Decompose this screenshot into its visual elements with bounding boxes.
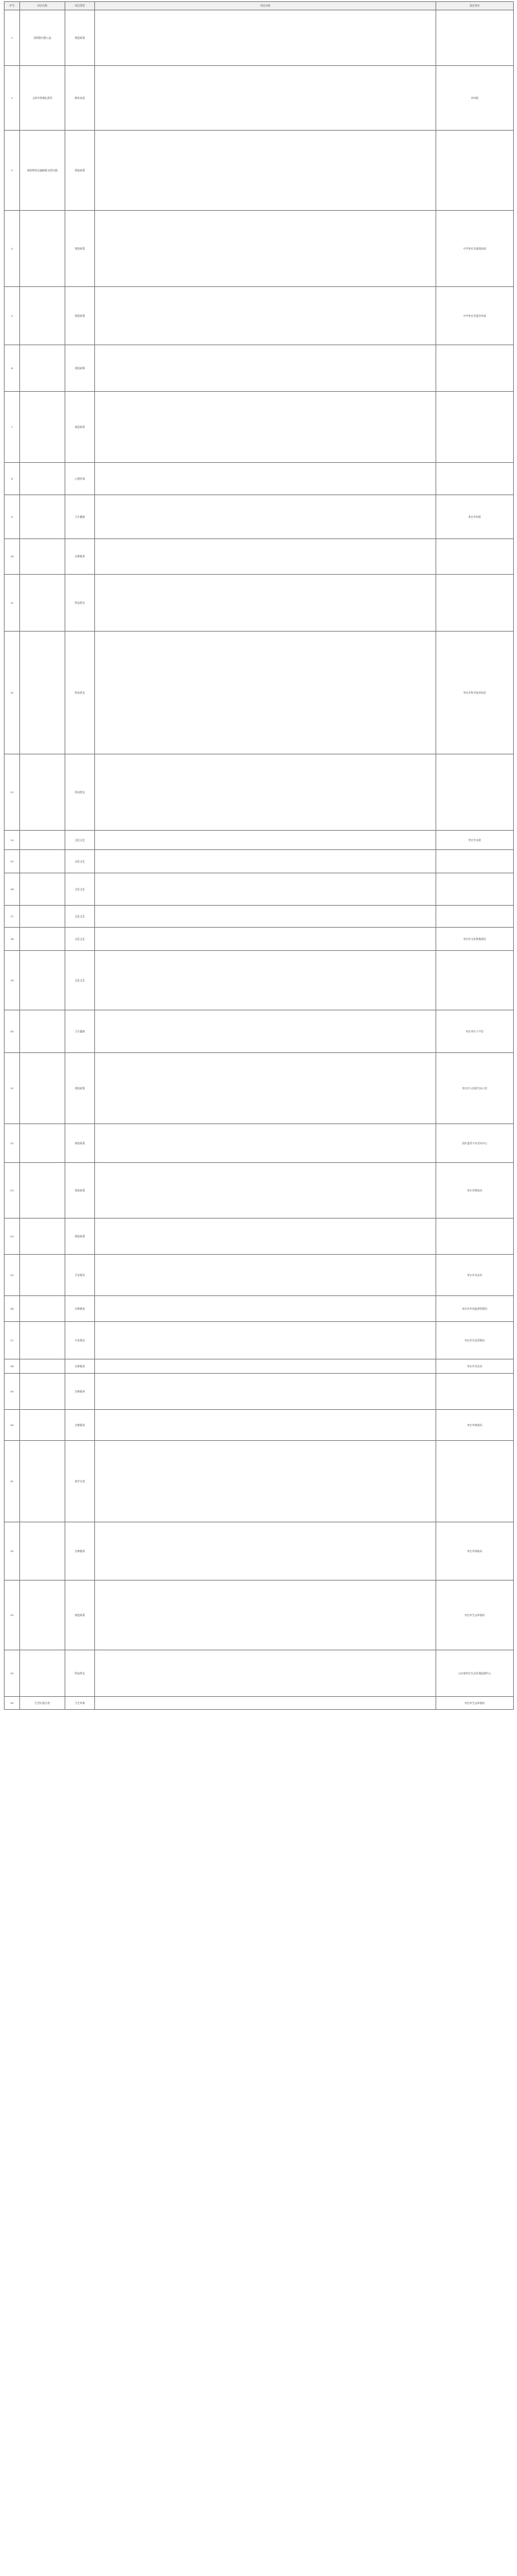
table-row	[5, 906, 514, 928]
cell-project-name	[20, 211, 65, 287]
cell-responsible-unit	[436, 539, 514, 575]
table-row	[5, 345, 514, 392]
cell-index: 17	[5, 906, 20, 928]
cell-project-content	[95, 463, 436, 495]
cell-project-name	[20, 1359, 65, 1374]
cell-project-content	[95, 345, 436, 392]
cell-index: 20	[5, 1010, 20, 1053]
cell-responsible-unit: 团市委青少年活动中心	[436, 1124, 514, 1163]
cell-project-content	[95, 1650, 436, 1697]
cell-project-type: 法律服务	[65, 1410, 95, 1441]
cell-responsible-unit: 枣庄市文化和旅游局	[436, 928, 514, 951]
cell-project-type: 理论政策	[65, 1124, 95, 1163]
table-header-row	[5, 2, 514, 10]
table-row	[5, 1581, 514, 1650]
cell-project-name	[20, 1163, 65, 1219]
cell-index: 24	[5, 1219, 20, 1255]
cell-responsible-unit	[436, 850, 514, 873]
cell-project-content	[95, 754, 436, 831]
cell-project-type: 文化文艺	[65, 831, 95, 850]
cell-responsible-unit: 中共枣庄市委宣传部	[436, 287, 514, 345]
table-row	[5, 1697, 514, 1710]
cell-project-name	[20, 392, 65, 463]
cell-project-type: 文化文艺	[65, 906, 95, 928]
cell-index: 26	[5, 1296, 20, 1322]
cell-project-content	[95, 1697, 436, 1710]
cell-index: 23	[5, 1163, 20, 1219]
cell-responsible-unit: 中共枣庄市委组织部	[436, 211, 514, 287]
cell-responsible-unit: 枣庄市教育局	[436, 1163, 514, 1219]
cell-project-name	[20, 539, 65, 575]
cell-project-content	[95, 1359, 436, 1374]
cell-index: 25	[5, 1255, 20, 1296]
cell-project-name	[20, 345, 65, 392]
cell-project-content	[95, 131, 436, 211]
cell-project-content	[95, 66, 436, 131]
cell-index: 30	[5, 1410, 20, 1441]
cell-project-name	[20, 1322, 65, 1359]
table-row	[5, 66, 514, 131]
cell-index: 31	[5, 1441, 20, 1522]
project-table	[4, 1, 514, 1710]
table-row	[5, 1296, 514, 1322]
cell-index: 4	[5, 211, 20, 287]
cell-project-name: 生活垃圾分类	[20, 1697, 65, 1710]
cell-project-content	[95, 1374, 436, 1410]
cell-project-type: 平安建设	[65, 1322, 95, 1359]
cell-project-content	[95, 1296, 436, 1322]
cell-index: 1	[5, 10, 20, 66]
cell-project-content	[95, 951, 436, 1010]
cell-project-type: 文化文艺	[65, 873, 95, 906]
cell-project-type: 心理咨询	[65, 463, 95, 495]
cell-index: 12	[5, 632, 20, 754]
header-project-content: 项目内容	[95, 2, 436, 10]
table-row	[5, 1322, 514, 1359]
cell-project-type: 科技普及	[65, 1650, 95, 1697]
table-row	[5, 10, 514, 66]
table-row	[5, 287, 514, 345]
cell-responsible-unit: 枣庄市人民防空办公室	[436, 1053, 514, 1124]
table-row	[5, 632, 514, 754]
cell-project-content	[95, 873, 436, 906]
cell-project-content	[95, 928, 436, 951]
cell-project-name: 文明节俭婚礼倡导	[20, 66, 65, 131]
cell-index: 33	[5, 1581, 20, 1650]
cell-responsible-unit	[436, 951, 514, 1010]
cell-project-content	[95, 495, 436, 539]
cell-project-type: 理论政策	[65, 1163, 95, 1219]
cell-responsible-unit: 市妇联	[436, 66, 514, 131]
cell-project-name	[20, 754, 65, 831]
cell-project-name	[20, 1522, 65, 1581]
table-row	[5, 575, 514, 632]
cell-responsible-unit	[436, 575, 514, 632]
cell-project-type: 卫生健康	[65, 1010, 95, 1053]
cell-project-name	[20, 831, 65, 850]
cell-project-content	[95, 1219, 436, 1255]
cell-responsible-unit: 枣庄市妇联	[436, 495, 514, 539]
cell-index: 28	[5, 1359, 20, 1374]
cell-project-type: 科技普及	[65, 754, 95, 831]
cell-project-name	[20, 632, 65, 754]
cell-index: 29	[5, 1374, 20, 1410]
cell-responsible-unit	[436, 906, 514, 928]
cell-project-type: 理论政策	[65, 1219, 95, 1255]
cell-index: 27	[5, 1322, 20, 1359]
cell-project-name	[20, 951, 65, 1010]
table-row	[5, 1410, 514, 1441]
table-row	[5, 1053, 514, 1124]
cell-project-type: 理论政策	[65, 211, 95, 287]
cell-project-type: 理论政策	[65, 10, 95, 66]
cell-index: 14	[5, 831, 20, 850]
cell-project-name	[20, 575, 65, 632]
cell-project-name	[20, 1650, 65, 1697]
cell-project-content	[95, 831, 436, 850]
cell-responsible-unit	[436, 345, 514, 392]
cell-project-name	[20, 1255, 65, 1296]
cell-index: 13	[5, 754, 20, 831]
table-row	[5, 831, 514, 850]
cell-project-name	[20, 850, 65, 873]
cell-project-name	[20, 873, 65, 906]
cell-index: 21	[5, 1053, 20, 1124]
cell-project-type: 卫生环保	[65, 1697, 95, 1710]
cell-index: 9	[5, 495, 20, 539]
cell-project-name	[20, 463, 65, 495]
cell-index: 35	[5, 1697, 20, 1710]
cell-project-content	[95, 392, 436, 463]
table-row	[5, 463, 514, 495]
cell-project-name	[20, 495, 65, 539]
cell-index: 10	[5, 539, 20, 575]
cell-responsible-unit	[436, 754, 514, 831]
cell-responsible-unit: 枣庄市红十字会	[436, 1010, 514, 1053]
cell-project-content	[95, 1010, 436, 1053]
cell-index: 2	[5, 66, 20, 131]
cell-project-name: 新时期党员编制新文明实践	[20, 131, 65, 211]
cell-responsible-unit	[436, 131, 514, 211]
table-row	[5, 539, 514, 575]
cell-project-type: 法律服务	[65, 1522, 95, 1581]
cell-responsible-unit	[436, 1219, 514, 1255]
cell-index: 34	[5, 1650, 20, 1697]
cell-responsible-unit: 枣庄市司法局	[436, 1359, 514, 1374]
cell-responsible-unit	[436, 463, 514, 495]
cell-index: 3	[5, 131, 20, 211]
cell-index: 7	[5, 392, 20, 463]
cell-responsible-unit: 枣庄市财政局	[436, 1522, 514, 1581]
cell-project-content	[95, 539, 436, 575]
table-row	[5, 1650, 514, 1697]
table-row	[5, 1124, 514, 1163]
watermark: ​	[35, 574, 69, 618]
table-row	[5, 1163, 514, 1219]
cell-responsible-unit: 枣庄市文联	[436, 831, 514, 850]
table-row	[5, 1010, 514, 1053]
cell-responsible-unit: 枣庄市生态环境局	[436, 1697, 514, 1710]
cell-index: 18	[5, 928, 20, 951]
cell-project-type: 理论政策	[65, 131, 95, 211]
cell-project-type: 理论政策	[65, 287, 95, 345]
cell-index: 15	[5, 850, 20, 873]
table-row	[5, 951, 514, 1010]
cell-project-name	[20, 1010, 65, 1053]
cell-project-name	[20, 287, 65, 345]
cell-index: 11	[5, 575, 20, 632]
cell-project-type: 卫生健康	[65, 495, 95, 539]
cell-project-content	[95, 1053, 436, 1124]
header-responsible-unit: 责任单位	[436, 2, 514, 10]
cell-index: 5	[5, 287, 20, 345]
table-row	[5, 1374, 514, 1410]
table-row	[5, 1359, 514, 1374]
table-row	[5, 928, 514, 951]
cell-project-type: 理论政策	[65, 392, 95, 463]
cell-responsible-unit: 枣庄市税务局	[436, 1410, 514, 1441]
cell-project-name	[20, 906, 65, 928]
table-row	[5, 1441, 514, 1522]
cell-index: 6	[5, 345, 20, 392]
cell-project-content	[95, 1255, 436, 1296]
table-row	[5, 392, 514, 463]
table-row	[5, 1219, 514, 1255]
cell-project-content	[95, 850, 436, 873]
table-row	[5, 131, 514, 211]
cell-project-name	[20, 928, 65, 951]
table-row	[5, 495, 514, 539]
cell-responsible-unit: 枣庄市司法局	[436, 1255, 514, 1296]
cell-project-type: 文化文艺	[65, 850, 95, 873]
cell-project-type: 法律服务	[65, 1374, 95, 1410]
cell-project-name	[20, 1053, 65, 1124]
cell-project-content	[95, 1581, 436, 1650]
cell-project-name	[20, 1374, 65, 1410]
cell-index: 19	[5, 951, 20, 1010]
cell-project-type: 法律服务	[65, 1296, 95, 1322]
cell-project-type: 法律服务	[65, 539, 95, 575]
header-index: 序号	[5, 2, 20, 10]
cell-project-name	[20, 1581, 65, 1650]
cell-responsible-unit: 枣庄市市场监督管理局	[436, 1296, 514, 1322]
cell-responsible-unit	[436, 1374, 514, 1410]
cell-project-type: 科技普及	[65, 575, 95, 632]
cell-project-name	[20, 1410, 65, 1441]
table-row	[5, 211, 514, 287]
table-row	[5, 850, 514, 873]
cell-project-name	[20, 1441, 65, 1522]
cell-project-type: 科技普及	[65, 632, 95, 754]
cell-index: 22	[5, 1124, 20, 1163]
cell-responsible-unit	[436, 1441, 514, 1522]
cell-project-name	[20, 1124, 65, 1163]
table-row	[5, 1522, 514, 1581]
cell-project-content	[95, 906, 436, 928]
table-row	[5, 754, 514, 831]
cell-project-content	[95, 1522, 436, 1581]
cell-responsible-unit	[436, 873, 514, 906]
cell-responsible-unit: 枣庄市应急管理局	[436, 1322, 514, 1359]
header-project-type: 项目类型	[65, 2, 95, 10]
cell-project-content	[95, 1441, 436, 1522]
cell-project-type: 助学关爱	[65, 1441, 95, 1522]
cell-project-type: 文化文艺	[65, 928, 95, 951]
cell-index: 8	[5, 463, 20, 495]
cell-project-content	[95, 211, 436, 287]
cell-project-content	[95, 575, 436, 632]
cell-project-type: 理论政策	[65, 345, 95, 392]
cell-responsible-unit: 山东省枣庄生态环境监测中心	[436, 1650, 514, 1697]
table-row	[5, 873, 514, 906]
cell-project-type: 文化文艺	[65, 951, 95, 1010]
cell-index: 32	[5, 1522, 20, 1581]
cell-project-name	[20, 1296, 65, 1322]
cell-responsible-unit	[436, 10, 514, 66]
cell-project-content	[95, 1410, 436, 1441]
header-project-name: 项目名称	[20, 2, 65, 10]
cell-project-type: 移风易俗	[65, 66, 95, 131]
cell-project-content	[95, 287, 436, 345]
cell-project-content	[95, 1322, 436, 1359]
cell-index: 16	[5, 873, 20, 906]
cell-project-content	[95, 632, 436, 754]
cell-project-content	[95, 1163, 436, 1219]
cell-project-name: 清明祭扫暨公益	[20, 10, 65, 66]
cell-responsible-unit	[436, 392, 514, 463]
cell-project-type: 理论政策	[65, 1053, 95, 1124]
cell-responsible-unit: 枣庄市生态环境局	[436, 1581, 514, 1650]
table-row	[5, 1255, 514, 1296]
cell-project-type: 平安建设	[65, 1255, 95, 1296]
cell-project-type: 理论政策	[65, 1581, 95, 1650]
cell-project-name	[20, 1219, 65, 1255]
cell-responsible-unit: 枣庄市科学技术协会	[436, 632, 514, 754]
cell-project-content	[95, 1124, 436, 1163]
volunteer-project-table	[4, 1, 513, 1710]
cell-project-content	[95, 10, 436, 66]
cell-project-type: 法律服务	[65, 1359, 95, 1374]
